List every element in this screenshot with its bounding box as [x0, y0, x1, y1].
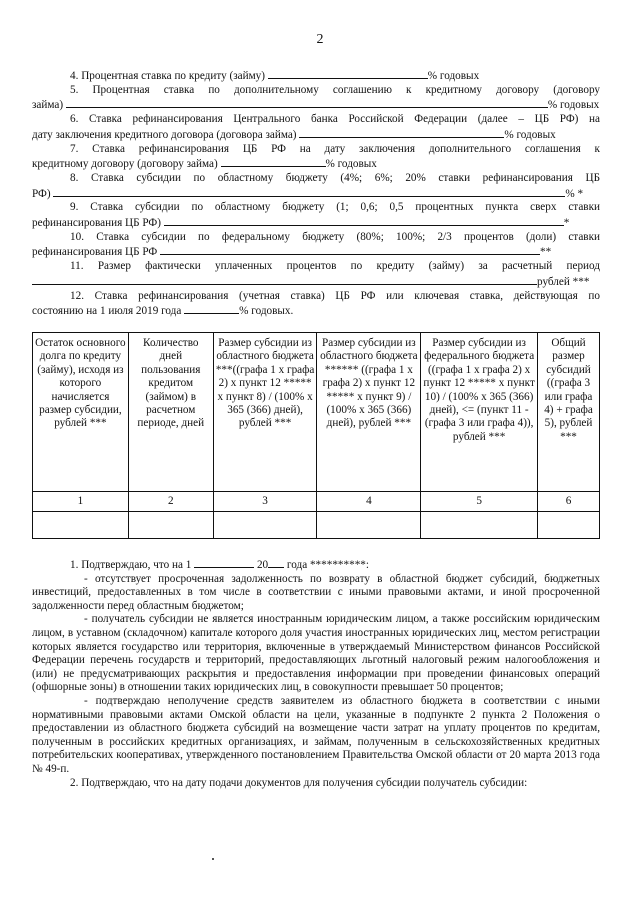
field-subsidy-rate-regional: 8. Ставка субсидии по областному бюджету (4%; 6%; 20% ставки рефинансирования ЦБ: [70, 171, 600, 184]
field-refinancing-contract: 6. Ставка рефинансирования Центрального банка Российской Федерации (далее – ЦБ РФ) на: [70, 113, 600, 126]
field-additional-rate: 5. Процентная ставка по дополнительному соглашению к кредитному договору (договору: [70, 83, 600, 96]
subsidy-calculation-table: [32, 332, 600, 539]
blank-line[interactable]: [268, 557, 284, 568]
blank-line[interactable]: [221, 156, 326, 167]
field-interest-rate: 4. Процентная ставка по кредиту (займу) % годовых: [70, 70, 480, 82]
blank-line[interactable]: [268, 68, 428, 79]
blank-line[interactable]: [66, 97, 548, 108]
table-header-cell: Размер субсидии из федерального бюджета ((графа 1 х графа 2) х пункт 12 ***** х пункт 10) / (100% х 365 (366) дней), <= (пункт 11 - (графа 3 или графа 4)), рублей ***: [421, 333, 538, 492]
column-number: 3: [213, 492, 317, 512]
blank-line[interactable]: [32, 274, 537, 285]
table-cell[interactable]: [213, 512, 317, 539]
bullet-no-debt: - отсутствует просроченная задолженность по возврату в областной бюджет субсидий, бюджетных инвестиций, предоставленных в том числе в соответствии с иными правовыми актами, и иной просроченной задолженности перед областным бюджетом;: [32, 572, 600, 612]
table-header-cell: Количество дней пользования кредитом (займом) в расчетном периоде, дней: [128, 333, 213, 492]
table-cell[interactable]: [538, 512, 600, 539]
table-cell[interactable]: [128, 512, 213, 539]
blank-line[interactable]: [164, 215, 564, 226]
confirmation-heading: 1. Подтверждаю, что на 1 20 года **********:: [70, 559, 370, 571]
table-header-row: [33, 333, 600, 492]
blank-line[interactable]: [299, 127, 504, 138]
blank-line[interactable]: [160, 244, 540, 255]
column-number: 1: [33, 492, 129, 512]
table-header-cell: Размер субсидии из областного бюджета ***((графа 1 х графа 2) х пункт 12 ***** х пункт 8) / (100% х 365 (366) дней), рублей ***: [213, 333, 317, 492]
field-paid-interest: 11. Размер фактически уплаченных процентов по кредиту (займу) за расчетный период: [70, 260, 600, 273]
table-column-numbers-row: [33, 492, 600, 512]
column-number: 2: [128, 492, 213, 512]
confirmation-item-2: 2. Подтверждаю, что на дату подачи документов для получения субсидии получатель субсидии:: [70, 776, 528, 789]
table-header-cell: Размер субсидии из областного бюджета ****** ((графа 1 х графа 2) х пункт 12 ***** х пункт 9) / (100% х 365 (366) дней), рублей ***: [317, 333, 421, 492]
field-subsidy-rate-federal: 10. Ставка субсидии по федеральному бюджету (80%; 100%; 2/3 процентов (доли) ставки: [70, 230, 600, 243]
table-cell[interactable]: [33, 512, 129, 539]
table-cell[interactable]: [421, 512, 538, 539]
field-subsidy-points-regional: 9. Ставка субсидии по областному бюджету (1; 0,6; 0,5 процентных пункта сверх ставки: [70, 201, 600, 214]
column-number: 5: [421, 492, 538, 512]
blank-line[interactable]: [184, 303, 239, 314]
bullet-no-other-funds: - подтверждаю неполучение средств заявителем из областного бюджета в соответствии с иными нормативными правовыми актами Омской области на цели, указанные в подпункте 2 пункта 2 Положения о предоставлении из областного бюджета субсидий на возмещение части затрат на уплату процентов по кредитам, полученным в российских кредитных организациях, и займам, полученным в сельскохозяйственных кредитных потребительских кооперативах, утвержденного постановлением Правительства Омской области от 20 марта 2013 года № 49-п.: [32, 694, 600, 775]
field-refinancing-additional: 7. Ставка рефинансирования ЦБ РФ на дату заключения дополнительного соглашения к: [70, 142, 600, 155]
table-header-cell: Общий размер субсидий ((графа 3 или графа 4) + графа 5), рублей ***: [538, 333, 600, 492]
blank-line[interactable]: [194, 557, 254, 568]
blank-line[interactable]: [53, 186, 565, 197]
confirmation-section: [32, 557, 600, 790]
table-row: [33, 512, 600, 539]
bullet-not-foreign: - получатель субсидии не является иностранным юридическим лицом, а также российским юридическим лицом, в уставном (складочном) капитале которого доля участия иностранных юридических лиц, местом регистрации которых является государство или территория, включенные в утверждаемый Министерством финансов Российской Федерации перечень государств и территорий, предоставляющих льготный налоговый режим налогообложения и (или) не предусматривающих раскрытия и предоставления информации при проведении финансовых операций (офшорные зоны) в отношении таких юридических лиц, в совокупности превышает 50 процентов;: [32, 613, 600, 694]
column-number: 6: [538, 492, 600, 512]
field-key-rate: 12. Ставка рефинансирования (учетная ставка) ЦБ РФ или ключевая ставка, действующая по: [70, 289, 600, 302]
table-cell[interactable]: [317, 512, 421, 539]
table-header-cell: Остаток основного долга по кредиту (займу), исходя из которого начисляется размер субсидии, рублей ***: [33, 333, 129, 492]
page-number: 2: [316, 32, 324, 47]
scan-speck: [212, 858, 214, 860]
column-number: 4: [317, 492, 421, 512]
form-fields: 4. Процентная ставка по кредиту (займу) % годовых 5. Процентная ставка по дополнительному соглашению к кредитному договору (договору займа) % годовых 6. Ставка рефинансирования Центрального банка Российской Федерации (далее – ЦБ РФ) на дату заключения кредитного договора (договора займа) % годовых 7. Ставка рефинансирования ЦБ РФ на дату заключения дополнительного соглашения к кредитному договору (договору займа) % годовых 8. Ставка субсидии по областному бюджету (4%; 6%; 20% ставки рефинансирования ЦБ РФ) % * 9. Ставка субсидии по областному бюджету (1; 0,6; 0,5 процентных пункта сверх ставки рефинансирования ЦБ РФ) * 10. Ставка субсидии по федеральному бюджету (80%; 100%; 2/3 процентов (доли) ставки рефинансирования ЦБ РФ ** 11. Размер фактически уплаченных процентов по кредиту (займу) за расчетный период рублей *** 12. Ставка рефинансирования (учетная ставка) ЦБ РФ или ключевая ставка, действующая по состоянию на 1 июля 2019 года % годовых.: [32, 70, 600, 318]
